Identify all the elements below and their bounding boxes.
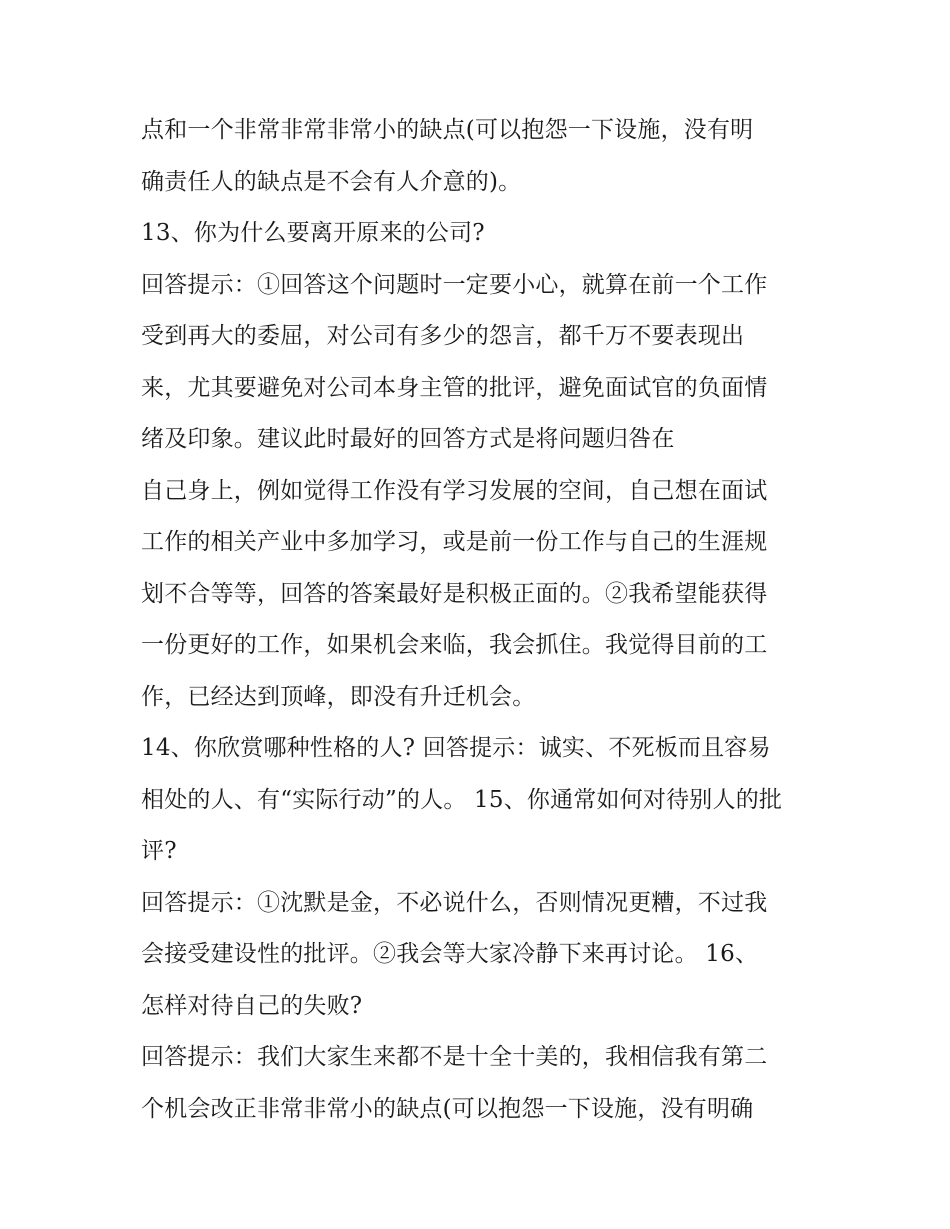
text-line: 相处的人、有“实际行动”的人。 15、你通常如何对待别人的批 xyxy=(141,786,783,813)
text-line: 回答提示：①沈默是金，不必说什么，否则情况更糟，不过我 xyxy=(141,889,768,916)
text-line: 绪及印象。建议此时最好的回答方式是将问题归咎在 xyxy=(141,426,675,452)
text-line: 来，尤其要避免对公司本身主管的批评，避免面试官的负面情 xyxy=(141,374,768,401)
text-line: 点和一个非常非常非常小的缺点(可以抱怨一下设施，没有明 xyxy=(141,117,754,143)
text-line: 一份更好的工作，如果机会来临，我会抓住。我觉得目前的工 xyxy=(141,632,768,658)
text-line: 受到再大的委屈，对公司有多少的怨言，都千万不要表现出 xyxy=(141,323,745,349)
document-body xyxy=(141,105,821,1135)
question-heading: 14、你欣赏哪种性格的人? 回答提示：诚实、不死板而且容易 xyxy=(141,735,771,761)
text-line: 会接受建设性的批评。②我会等大家冷静下来再讨论。 16、 xyxy=(141,941,759,967)
text-line: 自己身上，例如觉得工作没有学习发展的空间，自己想在面试 xyxy=(141,477,768,504)
text-line: 个机会改正非常非常小的缺点(可以抱怨一下设施，没有明确 xyxy=(141,1095,754,1122)
text-line: 划不合等等，回答的答案最好是积极正面的。②我希望能获得 xyxy=(141,580,768,607)
question-heading: 13、你为什么要离开原来的公司? xyxy=(141,220,485,246)
text-line: 确责任人的缺点是不会有人介意的)。 xyxy=(141,168,522,195)
text-line: 作，已经达到顶峰，即没有升迁机会。 xyxy=(141,683,536,710)
text-line: 工作的相关产业中多加学习，或是前一份工作与自己的生涯规 xyxy=(141,529,768,555)
text-line: 评? xyxy=(141,838,177,864)
question-heading: 怎样对待自己的失败? xyxy=(141,992,363,1019)
text-line: 回答提示：我们大家生来都不是十全十美的，我相信我有第二 xyxy=(141,1044,768,1070)
text-line: 回答提示：①回答这个问题时一定要小心，就算在前一个工作 xyxy=(141,271,768,298)
